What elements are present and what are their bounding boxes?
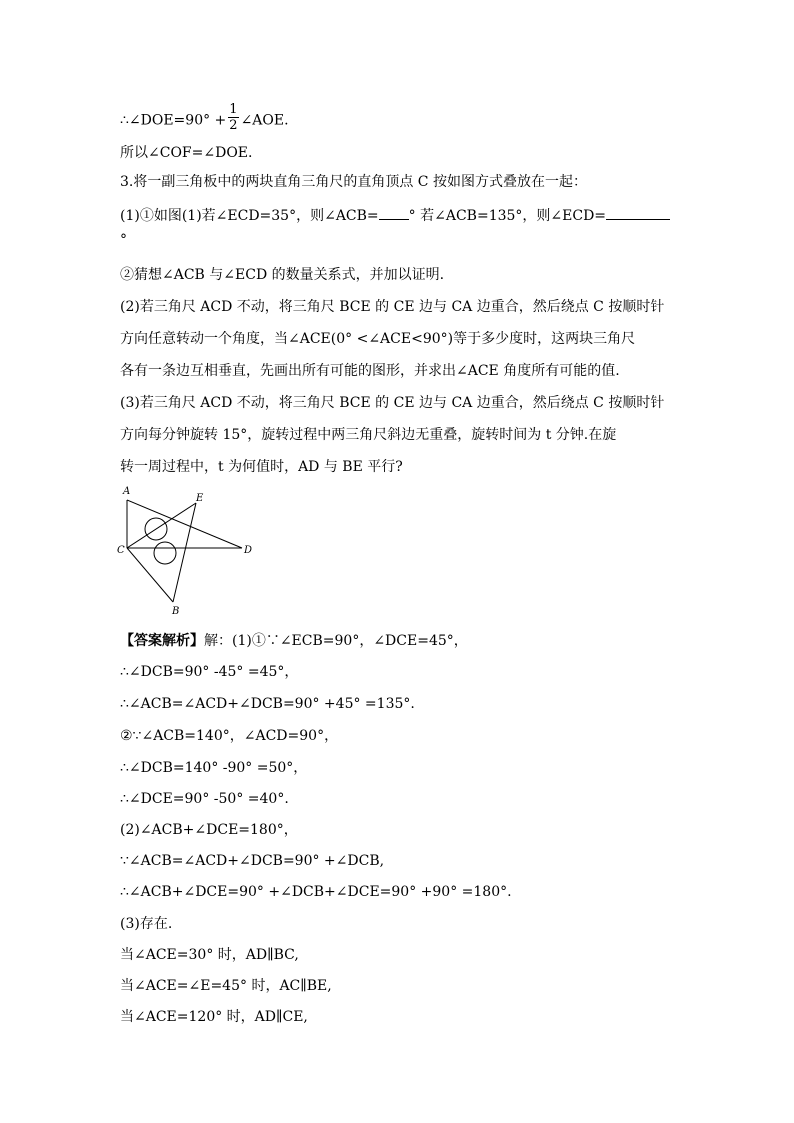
equation-suffix: ∠AOE. (240, 112, 289, 129)
answer-line-1 (120, 631, 468, 651)
label-b: B (172, 606, 180, 617)
answer-blank-ecd (606, 205, 670, 220)
degree-sign-line: ° (120, 232, 127, 248)
segment-ce (127, 503, 196, 548)
answer-line-5: ∴∠DCB=140° -90° =50°， (120, 760, 308, 776)
answer-line-13: 当∠ACE=120° 时，AD∥CE, (120, 1009, 308, 1025)
question-1-1-part-b: ° 若∠ACB=135°，则∠ECD= (408, 208, 607, 224)
label-c: C (117, 545, 125, 556)
label-a: A (123, 486, 131, 497)
fraction-one-half (228, 102, 238, 133)
fraction-denominator: 2 (229, 118, 238, 133)
segment-cb (127, 548, 173, 602)
triangle-figure (114, 484, 264, 620)
angle-marker-circle-lower (154, 542, 176, 564)
label-d: D (244, 545, 253, 556)
answer-analysis-title: 【答案解析】 (120, 633, 204, 649)
line-conclusion: 所以∠COF=∠DOE. (120, 145, 253, 161)
answer-blank-acb (379, 205, 409, 220)
answer-line-4: ②∵∠ACB=140°，∠ACD=90°， (120, 728, 339, 744)
question-1-2: ②猜想∠ACB 与∠ECD 的数量关系式，并加以证明. (120, 267, 445, 283)
problem-3-heading: 3.将一副三角板中的两块直角三角尺的直角顶点 C 按如图方式叠放在一起： (120, 174, 587, 190)
answer-line-9: ∴∠ACB+∠DCE=90° +∠DCB+∠DCE=90° +90° =180°. (120, 884, 512, 900)
answer-line-12: 当∠ACE=∠E=45° 时，AC∥BE, (120, 978, 332, 994)
answer-line-7: (2)∠ACB+∠DCE=180°， (120, 822, 298, 838)
answer-line-11: 当∠ACE=30° 时，AD∥BC, (120, 947, 299, 963)
label-e: E (196, 493, 204, 504)
answer-line-8: ∵∠ACB=∠ACD+∠DCB=90° +∠DCB, (120, 853, 385, 869)
question-1-1-part-a: (1)①如图(1)若∠ECD=35°，则∠ACB= (120, 208, 379, 224)
question-3-line-2: 方向每分钟旋转 15°，旋转过程中两三角尺斜边无重叠，旋转时间为 t 分钟.在旋 (120, 427, 617, 443)
question-2-line-2: 方向任意转动一个角度，当∠ACE(0° <∠ACE<90°)等于多少度时，这两块三角尺 (120, 331, 636, 347)
question-1-1 (120, 205, 670, 226)
segment-ad (127, 500, 242, 548)
answer-line-2: ∴∠DCB=90° -45° =45°， (120, 664, 299, 680)
question-2-line-3: 各有一条边互相垂直，先画出所有可能的图形，并求出∠ACE 角度所有可能的值. (120, 363, 620, 379)
line-doe-equation (120, 102, 289, 136)
answer-first-step: 解：(1)①∵∠ECB=90°，∠DCE=45°， (204, 633, 468, 649)
question-3-line-1: (3)若三角尺 ACD 不动，将三角尺 BCE 的 CE 边与 CA 边重合，然后绕点 C 按顺时针 (120, 395, 665, 411)
equation-prefix: ∴∠DOE=90° + (120, 112, 227, 129)
answer-line-10: (3)存在. (120, 916, 173, 932)
question-3-line-3: 转一周过程中，t 为何值时，AD 与 BE 平行? (120, 459, 403, 475)
question-2-line-1: (2)若三角尺 ACD 不动，将三角尺 BCE 的 CE 边与 CA 边重合，然后绕点 C 按顺时针 (120, 299, 665, 315)
answer-line-3: ∴∠ACB=∠ACD+∠DCB=90° +45° =135°. (120, 696, 415, 712)
fraction-numerator: 1 (229, 102, 238, 117)
answer-line-6: ∴∠DCE=90° -50° =40°. (120, 791, 289, 807)
